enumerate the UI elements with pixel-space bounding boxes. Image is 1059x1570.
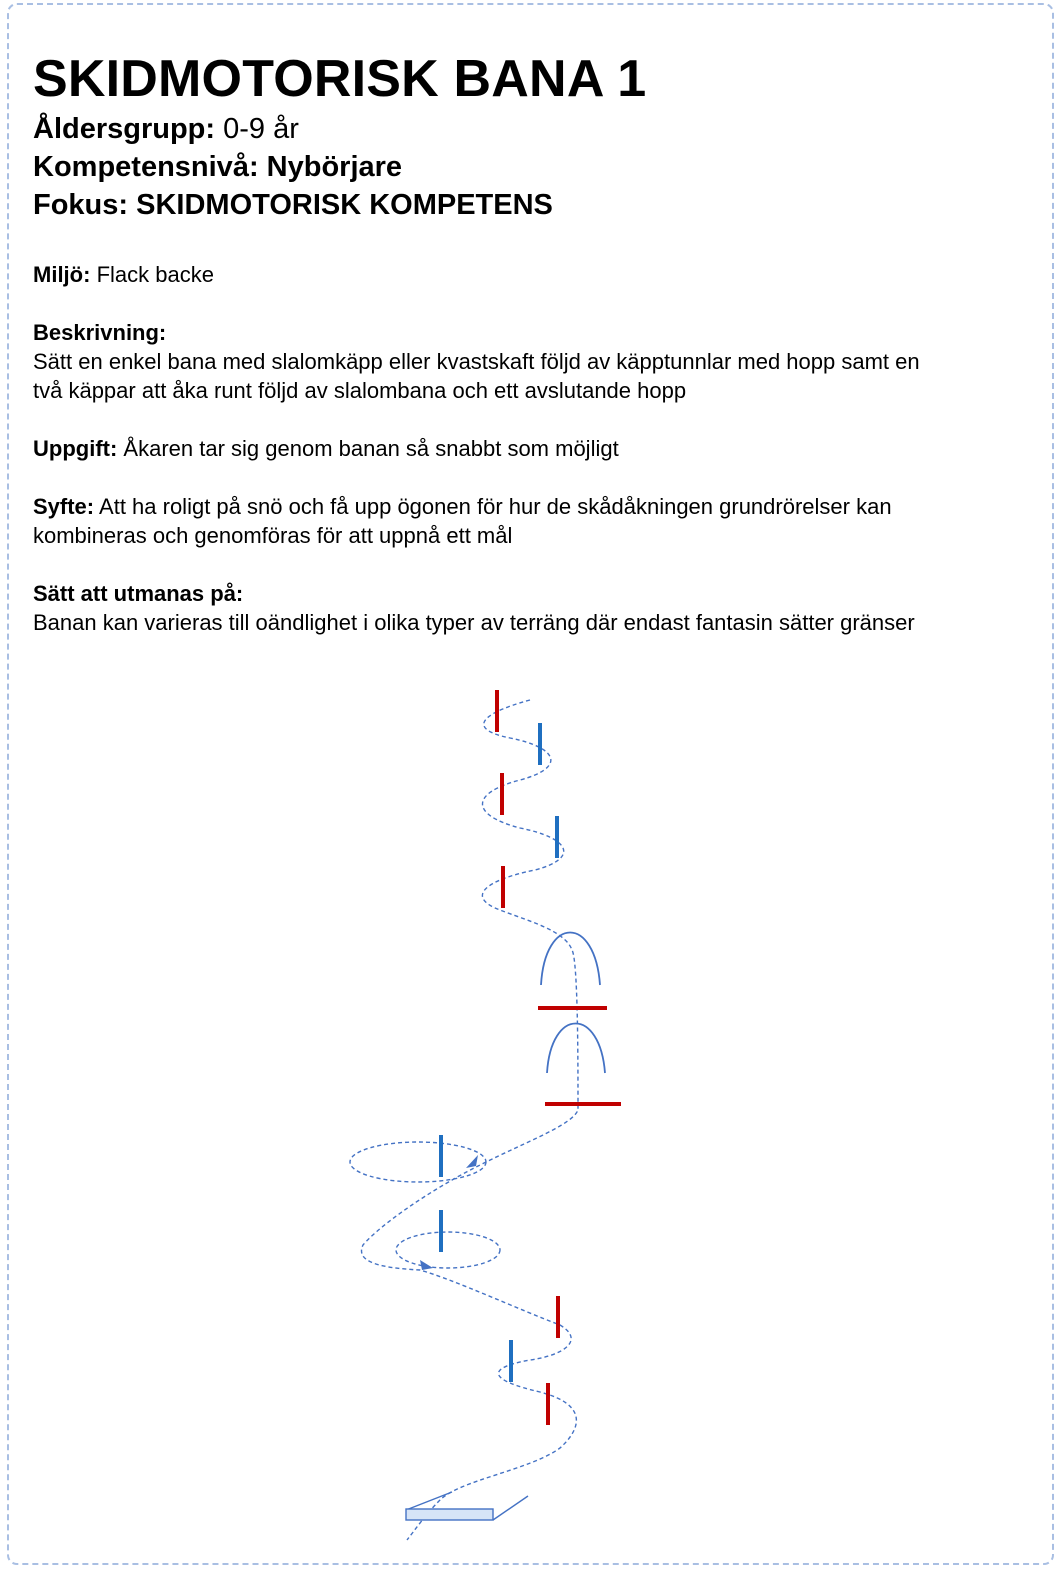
focus-label: Fokus: xyxy=(33,189,129,221)
environment-value: Flack backe xyxy=(96,262,214,287)
level-value: Nybörjare xyxy=(266,151,403,183)
environment-label: Miljö: xyxy=(33,262,91,287)
arrow-icon xyxy=(420,1260,433,1270)
purpose-value: Att ha roligt på snö och få upp ögonen för hur de skådåkningen grundrörelser kan xyxy=(99,494,892,519)
purpose-label: Syfte: xyxy=(33,494,95,519)
description-line: två käppar att åka runt följd av slalombana och ett avslutande hopp xyxy=(33,378,687,403)
challenge-label: Sätt att utmanas på: xyxy=(33,581,244,606)
loop-path xyxy=(350,1142,486,1182)
focus-value: SKIDMOTORISK KOMPETENS xyxy=(136,189,553,221)
page-title: SKIDMOTORISK BANA 1 xyxy=(33,50,647,108)
final-jump-ramp xyxy=(406,1492,528,1520)
age-group-value: 0-9 år xyxy=(223,113,299,145)
tunnel-arch xyxy=(541,933,600,986)
task-value: Åkaren tar sig genom banan så snabbt som möjligt xyxy=(123,436,619,461)
description-line: Sätt en enkel bana med slalomkäpp eller kvastskaft följd av käpptunnlar med hopp samt en xyxy=(33,349,920,374)
task-label: Uppgift: xyxy=(33,436,118,461)
loop-path xyxy=(396,1232,500,1268)
ski-path xyxy=(362,700,578,1540)
arrow-icon xyxy=(466,1155,478,1168)
purpose-value-cont: kombineras och genomföras för att uppnå ett mål xyxy=(33,523,513,548)
description-label: Beskrivning: xyxy=(33,320,167,345)
challenge-value: Banan kan varieras till oändlighet i olika typer av terräng där endast fantasin sätter gränser xyxy=(33,610,915,635)
level-label: Kompetensnivå: xyxy=(33,151,259,183)
age-group-label: Åldersgrupp: xyxy=(33,113,216,145)
tunnel-arch xyxy=(547,1024,605,1074)
